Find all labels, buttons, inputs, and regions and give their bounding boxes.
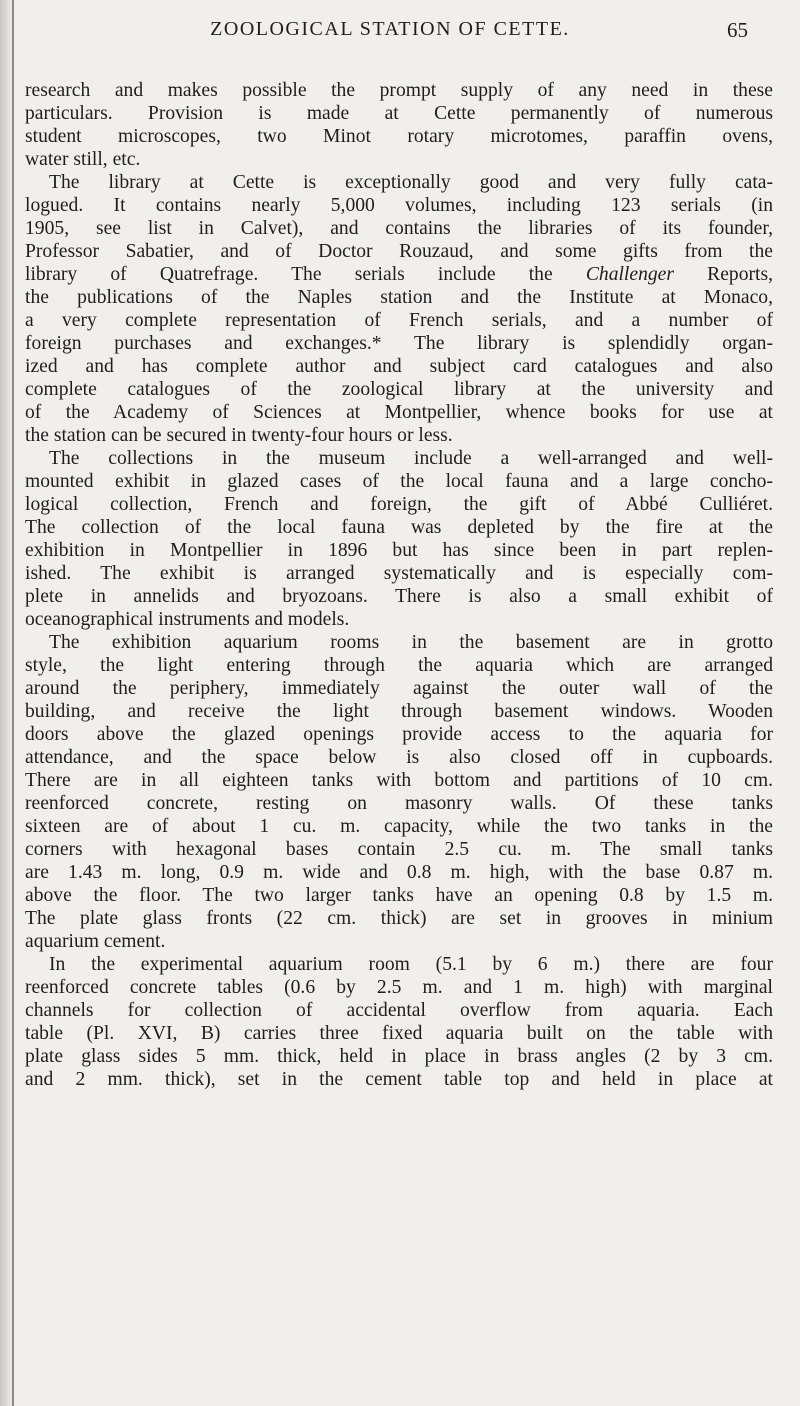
page-header (40, 18, 780, 48)
text-line: student microscopes, two Minot rotary microtomes, paraffin ovens, (25, 126, 773, 147)
text-line: mounted exhibit in glazed cases of the local fauna and a large concho- (25, 471, 773, 492)
text-line: reenforced concrete tables (0.6 by 2.5 m. and 1 m. high) with marginal (25, 977, 773, 998)
text-line: the publications of the Naples station and the Institute at Monaco, (25, 287, 773, 308)
text-line: table (Pl. XVI, B) carries three fixed aquaria built on the table with (25, 1023, 773, 1044)
page-number: 65 (727, 18, 748, 42)
text-line: above the floor. The two larger tanks have an opening 0.8 by 1.5 m. (25, 885, 773, 906)
text-line: sixteen are of about 1 cu. m. capacity, while the two tanks in the (25, 816, 773, 837)
text-line: and 2 mm. thick), set in the cement table top and held in place at (25, 1069, 773, 1090)
text-line: In the experimental aquarium room (5.1 by 6 m.) there are four (49, 954, 773, 975)
text-line: attendance, and the space below is also closed off in cupboards. (25, 747, 773, 768)
text-line: exhibition in Montpellier in 1896 but has since been in part replen- (25, 540, 773, 561)
text-line: water still, etc. (25, 149, 141, 170)
text-line: the station can be secured in twenty-four hours or less. (25, 425, 453, 446)
text-line: logical collection, French and foreign, the gift of Abbé Culliéret. (25, 494, 773, 515)
text-line: ized and has complete author and subject card catalogues and also (25, 356, 773, 377)
text-line: particulars. Provision is made at Cette permanently of numerous (25, 103, 773, 124)
body-text (25, 79, 773, 1091)
text-line: doors above the glazed openings provide access to the aquaria for (25, 724, 773, 745)
text-line: plete in annelids and bryozoans. There is also a small exhibit of (25, 586, 773, 607)
text-line: Professor Sabatier, and of Doctor Rouzaud, and some gifts from the (25, 241, 773, 262)
text-line: a very complete representation of French serials, and a number of (25, 310, 773, 331)
text-line: ished. The exhibit is arranged systematically and is especially com- (25, 563, 773, 584)
text-line: The exhibition aquarium rooms in the basement are in grotto (49, 632, 773, 653)
text-line (25, 263, 773, 286)
text-line: The collections in the museum include a well-arranged and well- (49, 448, 773, 469)
text-line: aquarium cement. (25, 931, 166, 952)
text-line: foreign purchases and exchanges.* The library is splendidly organ- (25, 333, 773, 354)
text-line: plate glass sides 5 mm. thick, held in place in brass angles (2 by 3 cm. (25, 1046, 773, 1067)
text-line: There are in all eighteen tanks with bottom and partitions of 10 cm. (25, 770, 773, 791)
text-line: reenforced concrete, resting on masonry walls. Of these tanks (25, 793, 773, 814)
text-line: oceanographical instruments and models. (25, 609, 350, 630)
text-line: 1905, see list in Calvet), and contains the libraries of its founder, (25, 218, 773, 239)
text-line: style, the light entering through the aquaria which are arranged (25, 655, 773, 676)
text-line: around the periphery, immediately against the outer wall of the (25, 678, 773, 699)
text-line: building, and receive the light through basement windows. Wooden (25, 701, 773, 722)
text-line: corners with hexagonal bases contain 2.5 cu. m. The small tanks (25, 839, 773, 860)
text-line: are 1.43 m. long, 0.9 m. wide and 0.8 m. high, with the base 0.87 m. (25, 862, 773, 883)
text-line: channels for collection of accidental overflow from aquaria. Each (25, 1000, 773, 1021)
text-line: The plate glass fronts (22 cm. thick) are set in grooves in minium (25, 908, 773, 929)
page-binding-edge (12, 0, 14, 1406)
text-line: The collection of the local fauna was depleted by the fire at the (25, 517, 773, 538)
text-line: logued. It contains nearly 5,000 volumes, including 123 serials (in (25, 195, 773, 216)
text-line: The library at Cette is exceptionally good and very fully cata- (49, 172, 773, 193)
italic-title: Challenger (585, 264, 674, 285)
running-head: ZOOLOGICAL STATION OF CETTE. (210, 18, 570, 40)
text-line-part: library of Quatrefrage. The serials include the Challenger Reports, (25, 264, 773, 285)
text-line: of the Academy of Sciences at Montpellier, whence books for use at (25, 402, 773, 423)
text-line: complete catalogues of the zoological library at the university and (25, 379, 773, 400)
text-line: research and makes possible the prompt supply of any need in these (25, 80, 773, 101)
